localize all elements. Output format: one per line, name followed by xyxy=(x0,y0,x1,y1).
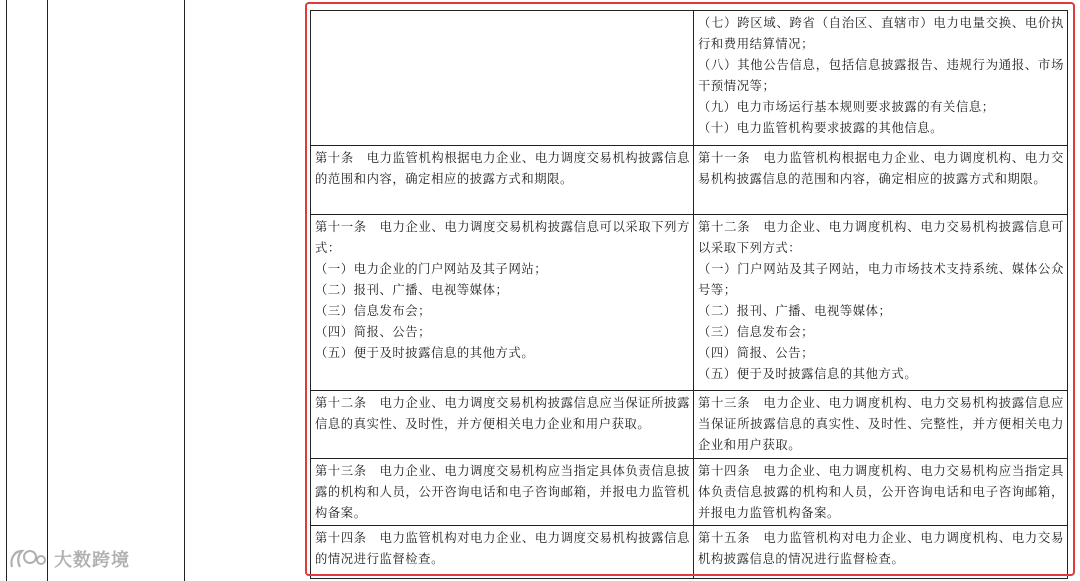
article-text: （一）门户网站及其子网站，电力市场技术支持系统、媒体公众号等； xyxy=(698,262,1064,297)
article-text: （一）电力企业的门户网站及其子网站； xyxy=(315,262,548,276)
table-col-border-3 xyxy=(184,0,185,581)
article-text: 第十二条 电力企业、电力调度机构、电力交易机构披露信息可以采取下列方式： xyxy=(698,220,1064,255)
article-text: （二）报刊、广播、电视等媒体； xyxy=(698,304,892,318)
old-article-cell xyxy=(311,526,694,579)
table-row xyxy=(311,526,1068,579)
article-text: （九）电力市场运行基本规则要求披露的有关信息； xyxy=(698,100,995,114)
article-text: （二）报刊、广播、电视等媒体； xyxy=(315,283,509,297)
article-text: （四）简报、公告； xyxy=(698,346,815,360)
article-text: 第十三条 电力企业、电力调度交易机构应当指定具体负责信息披露的机构和人员，公开咨询电话和电子咨询邮箱，并报电力监管机构备案。 xyxy=(315,464,690,520)
old-article-cell xyxy=(311,459,694,526)
old-article-cell xyxy=(311,11,694,146)
table-row xyxy=(311,11,1068,146)
table-col-border-1 xyxy=(6,0,7,581)
watermark xyxy=(8,546,130,572)
article-text: （十）电力监管机构要求披露的其他信息。 xyxy=(698,121,944,135)
new-article-cell xyxy=(694,215,1068,391)
table-row xyxy=(311,391,1068,459)
article-text: 第十一条 电力企业、电力调度交易机构披露信息可以采取下列方式： xyxy=(315,220,690,255)
table-col-border-2 xyxy=(47,0,48,581)
article-text: 第十四条 电力监管机构对电力企业、电力调度交易机构披露信息的情况进行监督检查。 xyxy=(315,531,690,566)
table-row xyxy=(311,459,1068,526)
table-row xyxy=(311,146,1068,215)
new-article-cell xyxy=(694,526,1068,579)
old-article-cell xyxy=(311,391,694,459)
comparison-table xyxy=(310,10,1068,579)
article-text: （四）简报、公告； xyxy=(315,325,432,339)
article-text: （七）跨区域、跨省（自治区、直辖市）电力电量交换、电价执行和费用结算情况； xyxy=(698,16,1064,51)
article-text: （八）其他公告信息，包括信息披露报告、违规行为通报、市场干预情况等； xyxy=(698,58,1064,93)
old-article-cell xyxy=(311,146,694,215)
article-text: （五）便于及时披露信息的其他方式。 xyxy=(315,346,535,360)
article-text: 第十五条 电力监管机构对电力企业、电力调度机构、电力交易机构披露信息的情况进行监督检查。 xyxy=(698,531,1064,566)
watermark-text: 大数跨境 xyxy=(54,550,130,571)
new-article-cell xyxy=(694,459,1068,526)
article-text: 第十条 电力监管机构根据电力企业、电力调度交易机构披露信息的范围和内容，确定相应的披露方式和期限。 xyxy=(315,151,690,186)
new-article-cell xyxy=(694,146,1068,215)
article-text: 第十三条 电力企业、电力调度机构、电力交易机构披露信息应当保证所披露信息的真实性、及时性、完整性，并方便相关电力企业和用户获取。 xyxy=(698,396,1064,452)
bubble-logo-icon xyxy=(8,547,48,571)
table-row xyxy=(311,215,1068,391)
article-text: （五）便于及时披露信息的其他方式。 xyxy=(698,367,918,381)
old-article-cell xyxy=(311,215,694,391)
new-article-cell xyxy=(694,11,1068,146)
article-text: 第十一条 电力监管机构根据电力企业、电力调度机构、电力交易机构披露信息的范围和内容，确定相应的披露方式和期限。 xyxy=(698,151,1064,186)
new-article-cell xyxy=(694,391,1068,459)
article-text: （三）信息发布会； xyxy=(315,304,432,318)
article-text: 第十二条 电力企业、电力调度交易机构披露信息应当保证所披露信息的真实性、及时性，并方便相关电力企业和用户获取。 xyxy=(315,396,690,431)
article-text: （三）信息发布会； xyxy=(698,325,815,339)
article-text: 第十四条 电力企业、电力调度机构、电力交易机构应当指定具体负责信息披露的机构和人员，公开咨询电话和电子咨询邮箱，并报电力监管机构备案。 xyxy=(698,464,1064,520)
